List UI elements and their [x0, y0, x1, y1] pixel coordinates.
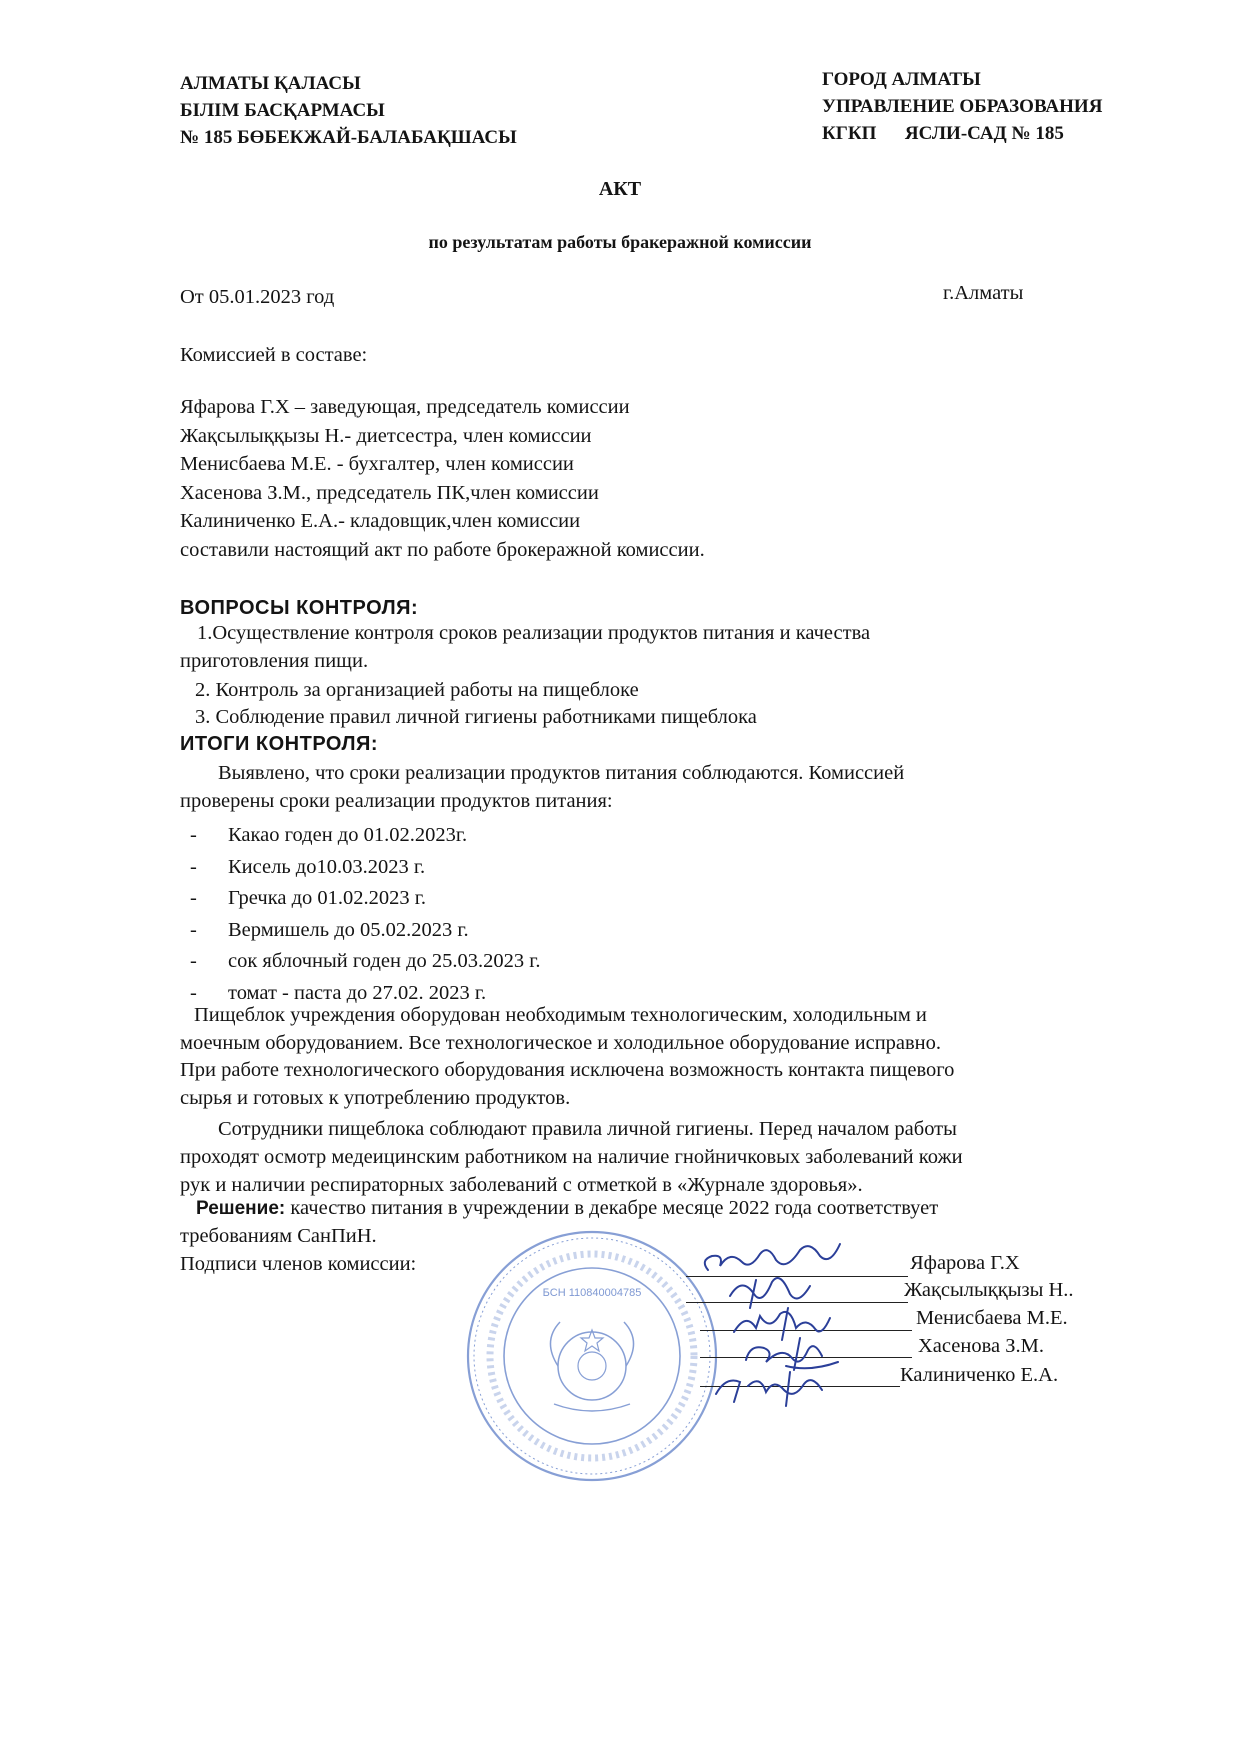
signatory-name: Калиниченко Е.А.: [900, 1364, 1059, 1386]
results-paragraph-2: [180, 1002, 954, 1112]
composed-line: составили настоящий акт по работе брокеражной комиссии.: [180, 538, 705, 561]
list-item: [190, 820, 468, 852]
document-subtitle: по результатам работы бракеражной комиссии: [428, 232, 812, 252]
paragraph-line: проходят осмотр медеицинским работником на наличие гнойничковых заболеваний кожи: [180, 1146, 963, 1168]
results-paragraph-1: Выявлено, что сроки реализации продуктов питания соблюдаются. Комиссией: [218, 762, 905, 784]
official-stamp: [462, 1226, 722, 1486]
paragraph-line: При работе технологического оборудования исключена возможность контакта пищевого: [180, 1059, 955, 1081]
header-left-line: БІЛІМ БАСҚАРМАСЫ: [180, 100, 385, 121]
paragraph-line: моечным оборудованием. Все технологическое и холодильное оборудование исправно.: [180, 1031, 942, 1054]
signature-yafarova: [705, 1244, 840, 1270]
header-left: [180, 70, 517, 151]
signature-kalinichenko: [716, 1372, 822, 1406]
member-line: Яфарова Г.Х – заведующая, председатель комиссии: [180, 396, 630, 418]
results-heading: ИТОГИ КОНТРОЛЯ:: [180, 733, 379, 755]
commission-intro: Комиссией в составе:: [180, 344, 368, 366]
stamp-outer-ring: [468, 1232, 716, 1480]
results-paragraph-1-cont: проверены сроки реализации продуктов питания:: [180, 790, 613, 812]
stamp-dotted-ring: [474, 1238, 710, 1474]
signature-zhaksylykkyzy: [730, 1278, 810, 1308]
header-left-line: № 185 БӨБЕКЖАЙ-БАЛАБАҚШАСЫ: [180, 127, 517, 148]
document-city: г.Алматы: [943, 282, 1024, 304]
signature-khasenova: [746, 1338, 838, 1370]
document-date: От 05.01.2023 год: [180, 286, 335, 308]
member-line: Калиниченко Е.А.- кладовщик,член комиссии: [180, 510, 581, 532]
list-item-text: Кисель до10.03.2023 г.: [228, 855, 426, 878]
emblem-ribbon: [554, 1404, 630, 1411]
control-heading: ВОПРОСЫ КОНТРОЛЯ:: [180, 597, 419, 619]
header-right-line: ГОРОД АЛМАТЫ: [822, 69, 981, 90]
results-paragraph-3: [180, 1115, 963, 1199]
list-item: [190, 915, 469, 947]
dash-marker: -: [190, 981, 197, 1004]
dash-marker: -: [190, 824, 197, 846]
dash-marker: -: [190, 918, 197, 941]
decision-label: Решение:: [196, 1198, 286, 1219]
handwritten-signatures: [690, 1236, 920, 1408]
control-question-3: 3. Соблюдение правил личной гигиены работниками пищеблока: [195, 706, 757, 728]
control-question-1: 1.Осуществление контроля сроков реализации продуктов питания и качества: [197, 622, 871, 644]
control-question-1-cont: приготовления пищи.: [180, 650, 369, 672]
header-right-line: УПРАВЛЕНИЕ ОБРАЗОВАНИЯ: [822, 96, 1103, 117]
member-line: Хасенова З.М., председатель ПК,член комиссии: [180, 481, 599, 504]
list-item: [190, 946, 541, 978]
paragraph-line: рук и наличии респираторных заболеваний с отметкой в «Журнале здоровья».: [180, 1174, 863, 1196]
paragraph-line: Пищеблок учреждения оборудован необходимым технологическим, холодильным и: [194, 1004, 927, 1026]
list-item: [190, 883, 426, 915]
document-title: АКТ: [598, 178, 642, 200]
stamp-bin: БСН 110840004785: [542, 1287, 642, 1299]
decision-line-2: требованиям СанПиН.: [180, 1225, 377, 1247]
signatures-label: Подписи членов комиссии:: [180, 1253, 417, 1275]
list-item-text: томат - паста до 27.02. 2023 г.: [228, 981, 487, 1004]
signatory-name: Яфарова Г.Х: [910, 1252, 1020, 1274]
list-item: [190, 852, 426, 884]
signatory-name: Менисбаева М.Е.: [916, 1307, 1068, 1329]
dash-marker: -: [190, 855, 197, 878]
stamp-text-ring: [490, 1254, 694, 1458]
member-line: Менисбаева М.Е. - бухгалтер, член комиссии: [180, 453, 574, 475]
member-line: Жақсылыққызы Н.- диетсестра, член комиссии: [180, 424, 592, 447]
list-item-text: сок яблочный годен до 25.03.2023 г.: [228, 950, 541, 972]
list-item-text: Какао годен до 01.02.2023г.: [228, 824, 468, 846]
header-left-line: АЛМАТЫ ҚАЛАСЫ: [180, 73, 361, 94]
emblem-circle: [558, 1332, 626, 1400]
paragraph-line: Сотрудники пищеблока соблюдают правила личной гигиены. Перед началом работы: [218, 1118, 957, 1140]
decision-text: качество питания в учреждении в декабре месяце 2022 года соответствует: [285, 1197, 939, 1219]
header-right-line: КГКП ЯСЛИ-САД № 185: [822, 123, 1064, 144]
commission-members: [180, 393, 705, 564]
signatory-name: Жақсылыққызы Н..: [904, 1279, 1074, 1301]
paragraph-line: сырья и готовых к употреблению продуктов.: [180, 1086, 571, 1109]
control-question-2: 2. Контроль за организацией работы на пищеблоке: [195, 679, 639, 701]
list-item-text: Вермишель до 05.02.2023 г.: [228, 918, 469, 941]
dash-marker: -: [190, 887, 197, 909]
decision-line: [196, 1197, 938, 1220]
emblem-shanyrak: [578, 1352, 606, 1380]
list-item-text: Гречка до 01.02.2023 г.: [228, 887, 426, 909]
header-right: [822, 66, 1102, 147]
signature-menisbaeva: [734, 1308, 830, 1340]
signatory-name: Хасенова З.М.: [918, 1335, 1044, 1357]
dash-marker: -: [190, 950, 197, 972]
products-list: [190, 820, 541, 1009]
